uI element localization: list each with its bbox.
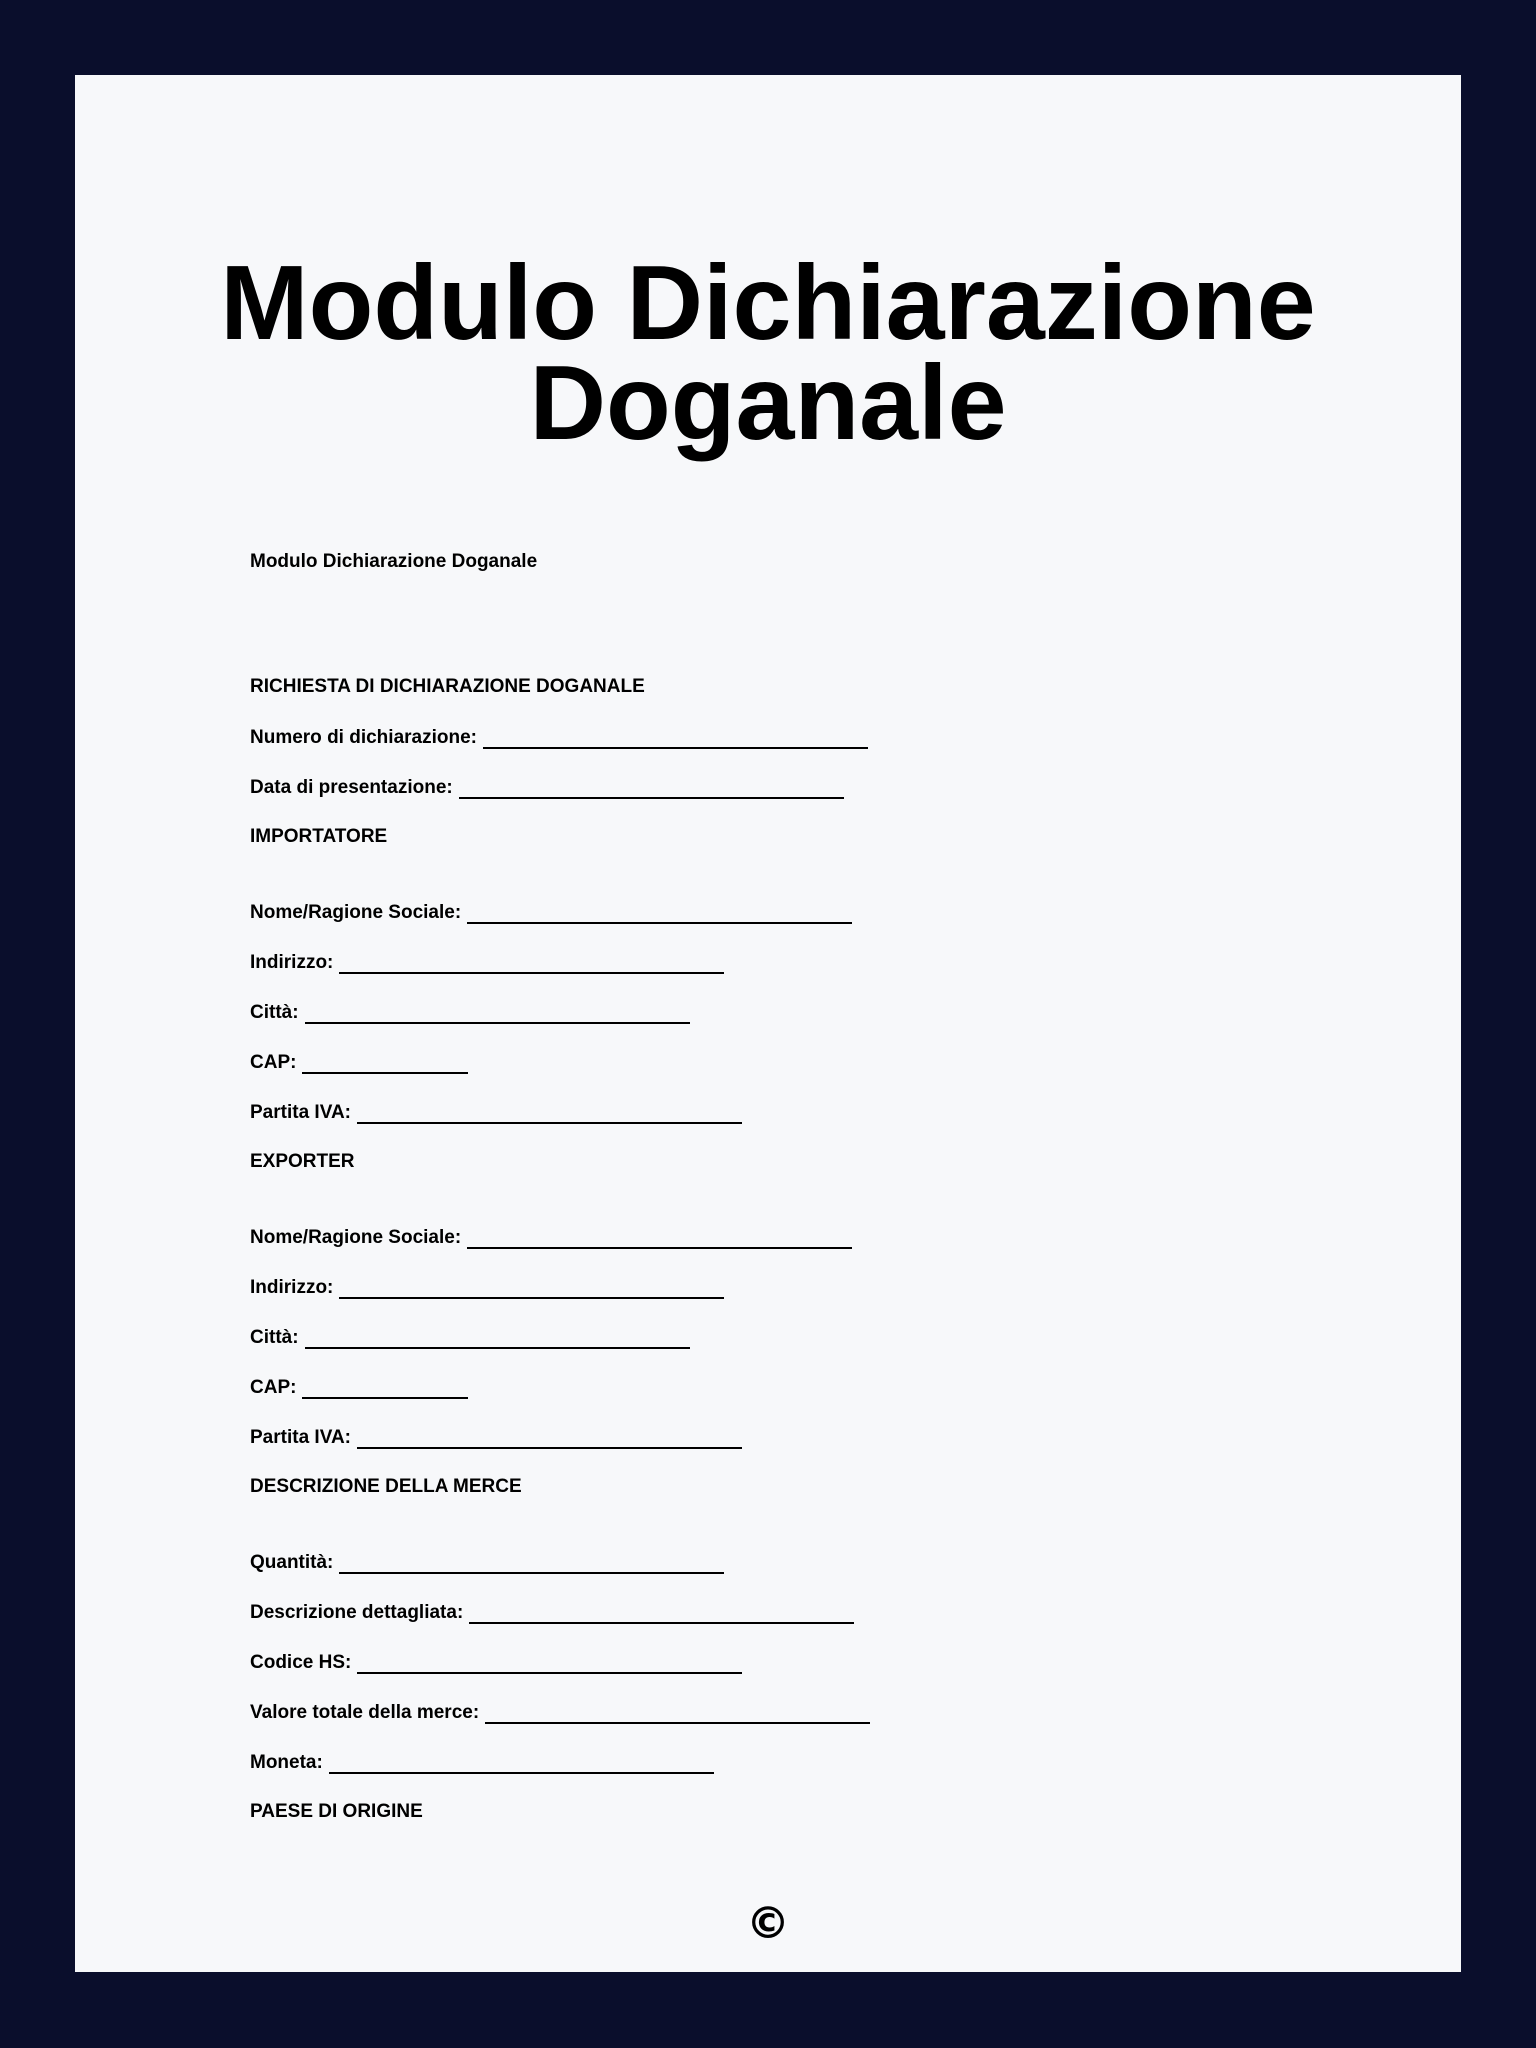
copyright-icon: © — [746, 1898, 790, 1949]
field-importer-vat — [250, 1100, 742, 1125]
section-heading-goods: DESCRIZIONE DELLA MERCE — [250, 1476, 522, 1497]
section-heading-exporter: EXPORTER — [250, 1151, 355, 1172]
field-label: Descrizione dettagliata: — [250, 1602, 464, 1623]
exporter-name-blank[interactable] — [467, 1231, 852, 1249]
field-label: Data di presentazione: — [250, 777, 453, 798]
field-currency — [250, 1750, 714, 1775]
importer-zip-blank[interactable] — [302, 1056, 468, 1074]
importer-vat-blank[interactable] — [357, 1106, 742, 1124]
field-exporter-address — [250, 1275, 724, 1300]
field-label: Indirizzo: — [250, 1277, 334, 1298]
exporter-address-blank[interactable] — [339, 1281, 724, 1299]
document-subtitle: Modulo Dichiarazione Doganale — [250, 551, 538, 572]
description-blank[interactable] — [469, 1606, 854, 1624]
field-label: Partita IVA: — [250, 1427, 352, 1448]
field-label: Codice HS: — [250, 1652, 352, 1673]
field-label: CAP: — [250, 1052, 297, 1073]
field-label: Indirizzo: — [250, 952, 334, 973]
exporter-vat-blank[interactable] — [357, 1431, 742, 1449]
field-total-value — [250, 1700, 870, 1725]
field-submission-date — [250, 775, 844, 800]
currency-blank[interactable] — [329, 1756, 714, 1774]
field-description — [250, 1600, 854, 1625]
field-label: Quantità: — [250, 1552, 334, 1573]
declaration-number-blank[interactable] — [483, 731, 868, 749]
field-declaration-number — [250, 725, 868, 750]
field-label: Città: — [250, 1327, 299, 1348]
field-importer-zip — [250, 1050, 468, 1075]
field-label: Valore totale della merce: — [250, 1702, 480, 1723]
field-importer-city — [250, 1000, 690, 1025]
section-heading-importer: IMPORTATORE — [250, 826, 388, 847]
importer-name-blank[interactable] — [467, 906, 852, 924]
page-title-line-2: Doganale — [529, 344, 1007, 462]
field-exporter-name — [250, 1225, 852, 1250]
field-label: Nome/Ragione Sociale: — [250, 1227, 462, 1248]
field-importer-name — [250, 900, 852, 925]
section-heading-origin: PAESE DI ORIGINE — [250, 1801, 423, 1822]
exporter-zip-blank[interactable] — [302, 1381, 468, 1399]
field-label: Partita IVA: — [250, 1102, 352, 1123]
total-value-blank[interactable] — [485, 1706, 870, 1724]
submission-date-blank[interactable] — [459, 781, 844, 799]
section-heading-request: RICHIESTA DI DICHIARAZIONE DOGANALE — [250, 676, 645, 697]
field-exporter-city — [250, 1325, 690, 1350]
hs-code-blank[interactable] — [357, 1656, 742, 1674]
field-label: CAP: — [250, 1377, 297, 1398]
field-label: Moneta: — [250, 1752, 323, 1773]
importer-address-blank[interactable] — [339, 956, 724, 974]
importer-city-blank[interactable] — [305, 1006, 690, 1024]
field-exporter-vat — [250, 1425, 742, 1450]
document-page — [75, 75, 1461, 1972]
field-label: Nome/Ragione Sociale: — [250, 902, 462, 923]
field-label: Città: — [250, 1002, 299, 1023]
field-hs-code — [250, 1650, 742, 1675]
page-title-line-1: Modulo Dichiarazione — [220, 244, 1316, 362]
field-label: Numero di dichiarazione: — [250, 727, 477, 748]
quantity-blank[interactable] — [339, 1556, 724, 1574]
exporter-city-blank[interactable] — [305, 1331, 690, 1349]
field-quantity — [250, 1550, 724, 1575]
page-title — [75, 244, 1461, 462]
field-exporter-zip — [250, 1375, 468, 1400]
field-importer-address — [250, 950, 724, 975]
